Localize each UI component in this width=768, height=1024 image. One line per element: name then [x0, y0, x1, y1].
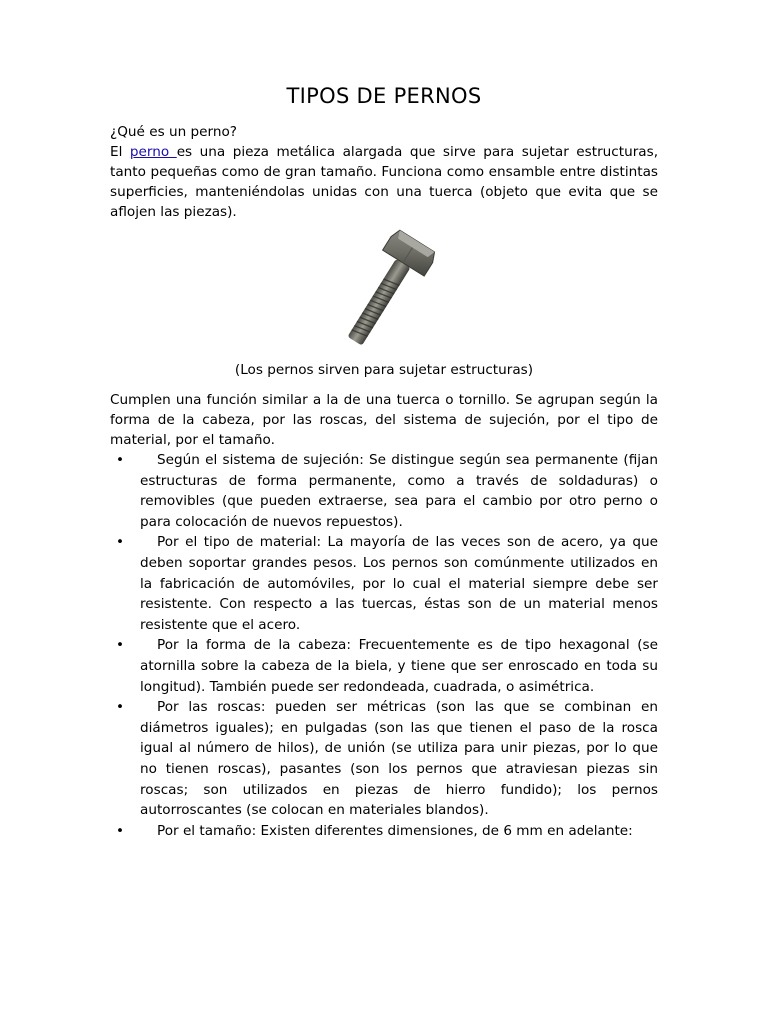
- bullet-icon: •: [116, 637, 125, 654]
- intro-text: es una pieza metálica alargada que sirve para sujetar estructuras, tanto pequeñas como de gran tamaño. Funciona como ensamble entre distintas superficies, manteniéndolas unidas con una tuerca (objeto que evita que se aflojen las piezas).: [110, 144, 659, 220]
- list-item: [110, 532, 658, 635]
- bolt-types-list: [110, 450, 658, 841]
- bolt-image: [316, 228, 452, 352]
- list-item: [110, 635, 658, 697]
- bullet-icon: •: [116, 452, 125, 468]
- list-item-text: Por el tamaño: Existen diferentes dimensiones, de 6 mm en adelante:: [157, 822, 633, 839]
- list-item: [110, 697, 658, 821]
- question-heading: ¿Qué es un perno?: [110, 124, 238, 140]
- figure-caption: (Los pernos sirven para sujetar estructuras): [234, 362, 534, 378]
- list-item-text: Por la forma de la cabeza: Frecuentemente es de tipo hexagonal (se atornilla sobre la cabeza de la biela, y tiene que ser enroscado en toda su longitud). También puede ser redondeada, cuadrada, o asimétrica.: [140, 637, 658, 695]
- bullet-icon: •: [116, 699, 125, 716]
- bolt-figure: [110, 228, 658, 356]
- list-item-text: Por el tipo de material: La mayoría de las veces son de acero, ya que deben soportar grandes pesos. Los pernos son comúnmente utilizados en la fabricación de automóviles, por lo cual el material siempre debe ser resistente. Con respecto a las tuercas, éstas son de un material menos resistente que el acero.: [140, 534, 658, 633]
- list-item: [110, 821, 658, 842]
- bullet-icon: •: [116, 822, 125, 839]
- list-item-text: Según el sistema de sujeción: Se distingue según sea permanente (fijan estructuras de forma permanente, como a través de soldaduras) o removibles (que pueden extraerse, sea para el cambio por otro perno o para colocación de nuevos repuestos).: [140, 452, 658, 530]
- intro-paragraph: [110, 142, 658, 222]
- perno-link[interactable]: perno: [129, 144, 177, 160]
- list-item: [110, 450, 658, 532]
- document-page: [110, 84, 658, 841]
- bullet-icon: •: [116, 534, 125, 551]
- page-title: TIPOS DE PERNOS: [286, 84, 482, 108]
- summary-paragraph: Cumplen una función similar a la de una tuerca o tornillo. Se agrupan según la forma de la cabeza, por las roscas, del sistema de sujeción, por el tipo de material, por el tamaño.: [110, 392, 658, 448]
- list-item-text: Por las roscas: pueden ser métricas (son las que se combinan en diámetros iguales); en pulgadas (son las que tienen el paso de la rosca igual al número de hilos), de unión (se utiliza para unir piezas, por lo que no tienen roscas), pasantes (son los pernos que atraviesan piezas sin roscas; son utilizados en piezas de hierro fundido); los pernos autorroscantes (se colocan en materiales blandos).: [140, 699, 658, 819]
- intro-prefix: El: [110, 144, 130, 160]
